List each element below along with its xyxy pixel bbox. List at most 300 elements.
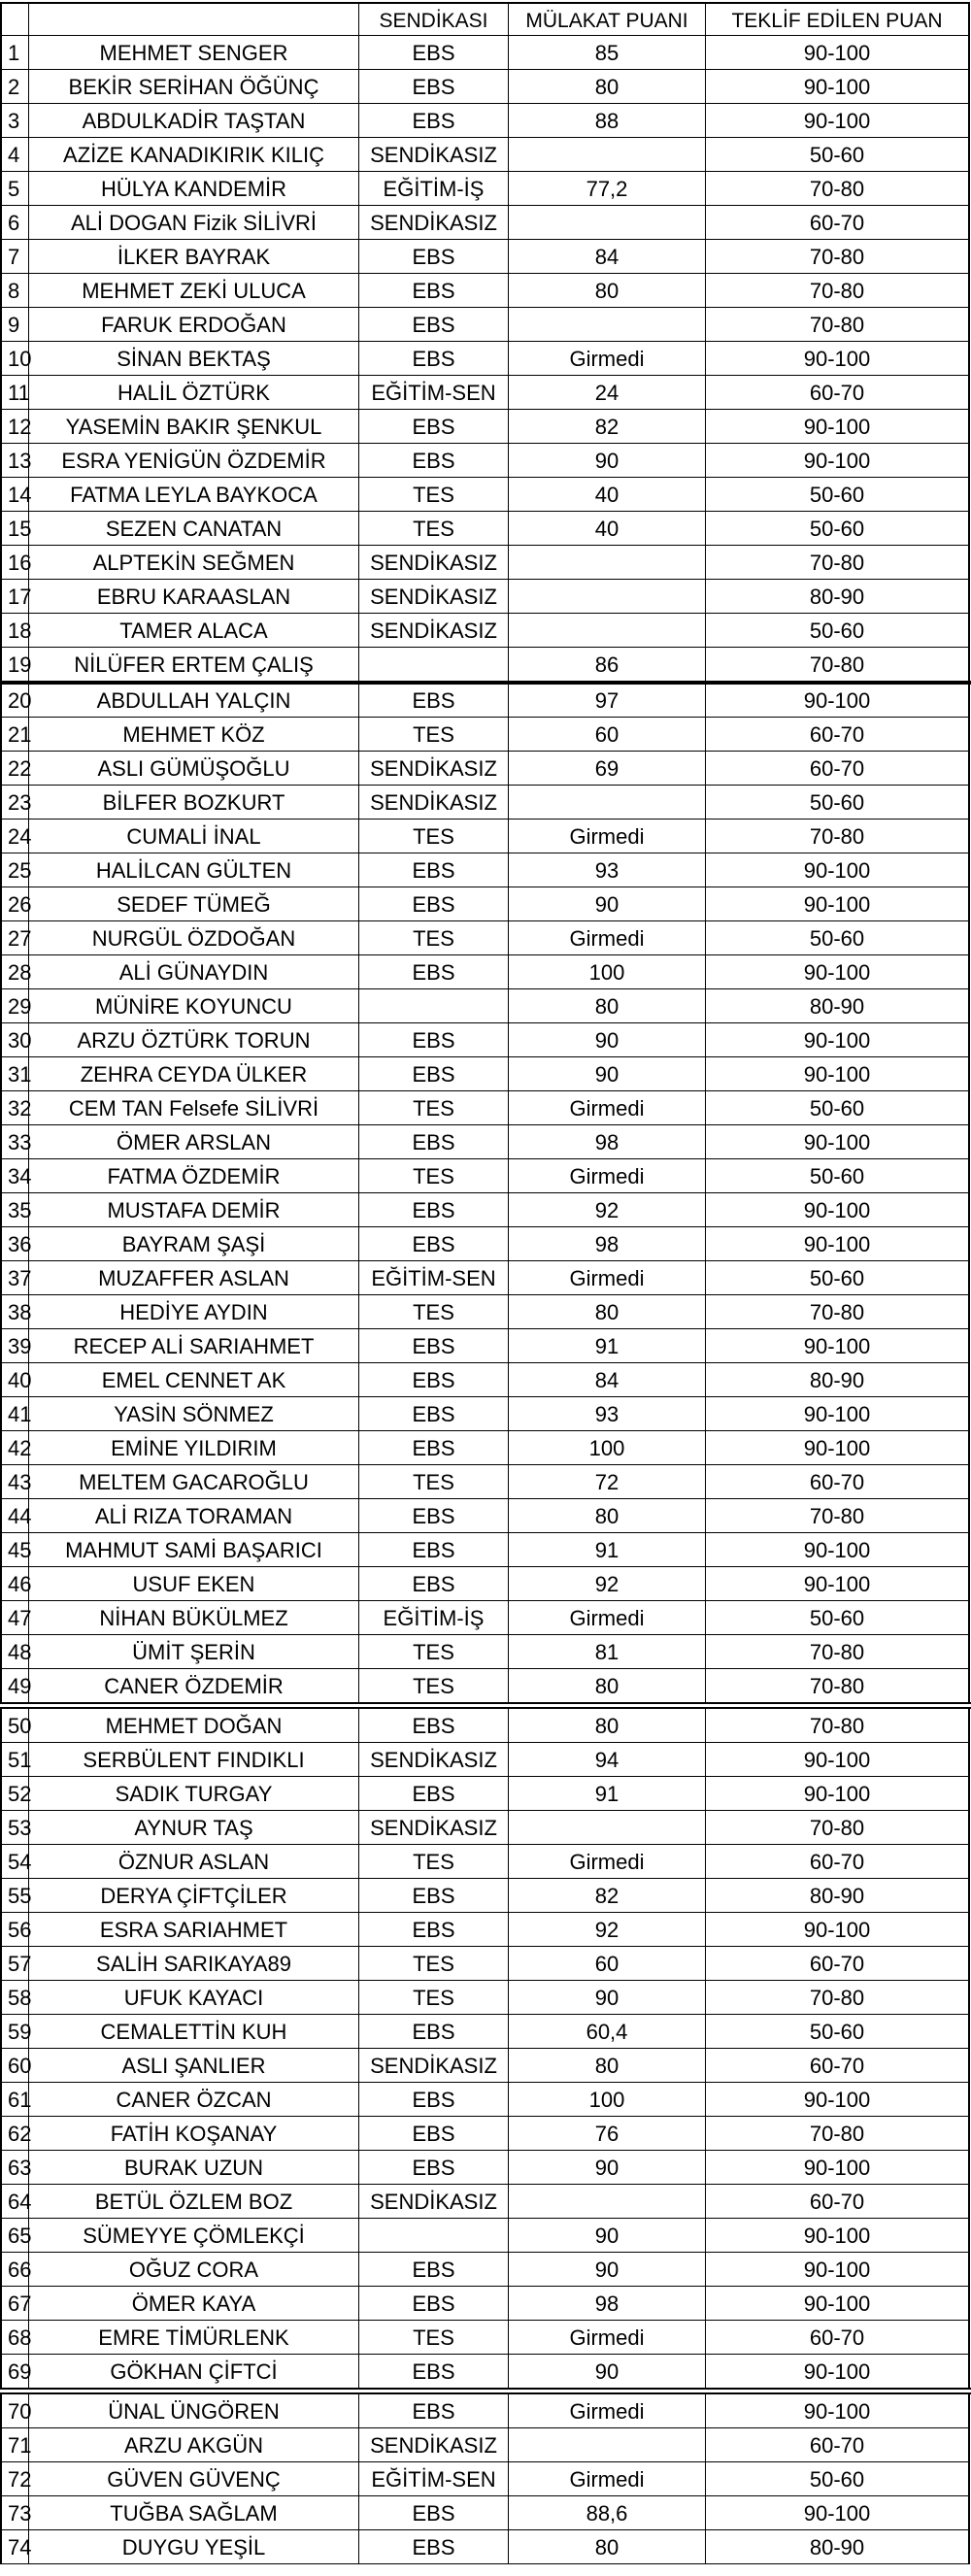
row-mulakat-puani: 81 — [509, 1635, 706, 1669]
table-row — [0, 546, 971, 580]
table-row — [0, 1329, 971, 1363]
row-sendika: TES — [359, 1295, 509, 1329]
row-number: 27 — [0, 921, 29, 955]
table-row — [0, 1227, 971, 1261]
row-mulakat-puani: 91 — [509, 1777, 706, 1811]
row-number: 57 — [0, 1947, 29, 1981]
row-number: 61 — [0, 2083, 29, 2117]
table-row — [0, 1913, 971, 1947]
row-number: 63 — [0, 2151, 29, 2185]
row-mulakat-puani — [509, 2185, 706, 2219]
row-name: ASLI ŞANLIER — [29, 2049, 359, 2083]
table-row — [0, 1295, 971, 1329]
table-row — [0, 2287, 971, 2321]
row-number: 1 — [0, 36, 29, 70]
row-teklif-puani: 90-100 — [706, 684, 970, 718]
row-sendika: EBS — [359, 1363, 509, 1397]
row-number: 69 — [0, 2355, 29, 2389]
row-number: 26 — [0, 887, 29, 921]
table-row — [0, 2049, 971, 2083]
row-number: 45 — [0, 1533, 29, 1567]
row-mulakat-puani — [509, 786, 706, 820]
row-teklif-puani: 90-100 — [706, 36, 970, 70]
row-name: MEHMET KÖZ — [29, 718, 359, 752]
row-name: ABDULLAH YALÇIN — [29, 684, 359, 718]
header-sendika: SENDİKASI — [359, 2, 509, 36]
header-row — [0, 2, 971, 36]
row-number: 54 — [0, 1845, 29, 1879]
row-mulakat-puani: Girmedi — [509, 1261, 706, 1295]
row-number: 58 — [0, 1981, 29, 2015]
row-name: BİLFER BOZKURT — [29, 786, 359, 820]
table-row — [0, 308, 971, 342]
row-teklif-puani: 90-100 — [706, 2355, 970, 2389]
row-number: 68 — [0, 2321, 29, 2355]
row-number: 51 — [0, 1743, 29, 1777]
table-row — [0, 274, 971, 308]
row-number: 66 — [0, 2253, 29, 2287]
table-row — [0, 989, 971, 1023]
table-row — [0, 512, 971, 546]
row-sendika: EBS — [359, 1567, 509, 1601]
row-number: 29 — [0, 989, 29, 1023]
row-number: 50 — [0, 1709, 29, 1743]
row-sendika: SENDİKASIZ — [359, 614, 509, 648]
row-number: 23 — [0, 786, 29, 820]
row-mulakat-puani: 90 — [509, 887, 706, 921]
row-name: MELTEM GACAROĞLU — [29, 1465, 359, 1499]
row-mulakat-puani — [509, 308, 706, 342]
row-name: RECEP ALİ SARIAHMET — [29, 1329, 359, 1363]
row-sendika: EBS — [359, 2253, 509, 2287]
row-sendika: SENDİKASIZ — [359, 2185, 509, 2219]
row-mulakat-puani: 40 — [509, 478, 706, 512]
row-sendika: EBS — [359, 1397, 509, 1431]
row-mulakat-puani — [509, 546, 706, 580]
table-row — [0, 1363, 971, 1397]
row-teklif-puani: 80-90 — [706, 2530, 970, 2564]
row-teklif-puani: 80-90 — [706, 989, 970, 1023]
row-name: MUSTAFA DEMİR — [29, 1193, 359, 1227]
header-name — [29, 2, 359, 36]
table-row — [0, 718, 971, 752]
row-mulakat-puani: 88,6 — [509, 2496, 706, 2530]
row-mulakat-puani: 85 — [509, 36, 706, 70]
table-row — [0, 1947, 971, 1981]
row-number: 11 — [0, 376, 29, 410]
table-row — [0, 70, 971, 104]
row-teklif-puani: 90-100 — [706, 1913, 970, 1947]
table-row — [0, 853, 971, 887]
row-mulakat-puani: 84 — [509, 1363, 706, 1397]
table-row — [0, 36, 971, 70]
table-row — [0, 786, 971, 820]
row-mulakat-puani: 98 — [509, 1125, 706, 1159]
table-row — [0, 1981, 971, 2015]
row-number: 48 — [0, 1635, 29, 1669]
row-sendika: EBS — [359, 1227, 509, 1261]
row-mulakat-puani — [509, 206, 706, 240]
table-row — [0, 2394, 971, 2428]
row-teklif-puani: 60-70 — [706, 2049, 970, 2083]
table-row — [0, 955, 971, 989]
table-row — [0, 1845, 971, 1879]
row-number: 19 — [0, 648, 29, 682]
row-name: DUYGU YEŞİL — [29, 2530, 359, 2564]
row-number: 71 — [0, 2428, 29, 2462]
row-teklif-puani: 70-80 — [706, 820, 970, 853]
row-name: DERYA ÇİFTÇİLER — [29, 1879, 359, 1913]
row-number: 49 — [0, 1669, 29, 1703]
row-mulakat-puani: Girmedi — [509, 2321, 706, 2355]
row-mulakat-puani: 90 — [509, 2355, 706, 2389]
row-teklif-puani: 90-100 — [706, 2151, 970, 2185]
row-mulakat-puani: 77,2 — [509, 172, 706, 206]
row-teklif-puani: 50-60 — [706, 1159, 970, 1193]
row-teklif-puani: 60-70 — [706, 2185, 970, 2219]
row-sendika: EBS — [359, 2117, 509, 2151]
row-teklif-puani: 90-100 — [706, 410, 970, 444]
table-row — [0, 684, 971, 718]
row-teklif-puani: 90-100 — [706, 887, 970, 921]
row-name: İLKER BAYRAK — [29, 240, 359, 274]
table-row — [0, 478, 971, 512]
row-number: 47 — [0, 1601, 29, 1635]
row-name: ÖMER ARSLAN — [29, 1125, 359, 1159]
row-number: 70 — [0, 2394, 29, 2428]
row-sendika: TES — [359, 478, 509, 512]
row-teklif-puani: 90-100 — [706, 1193, 970, 1227]
table-row — [0, 1499, 971, 1533]
row-number: 41 — [0, 1397, 29, 1431]
row-teklif-puani: 50-60 — [706, 1261, 970, 1295]
row-teklif-puani: 90-100 — [706, 1125, 970, 1159]
row-sendika: SENDİKASIZ — [359, 1743, 509, 1777]
table-row — [0, 1669, 971, 1703]
table-row — [0, 1635, 971, 1669]
row-name: CANER ÖZDEMİR — [29, 1669, 359, 1703]
row-name: TAMER ALACA — [29, 614, 359, 648]
row-mulakat-puani: 98 — [509, 2287, 706, 2321]
row-mulakat-puani: 97 — [509, 684, 706, 718]
row-teklif-puani: 90-100 — [706, 2083, 970, 2117]
row-name: CANER ÖZCAN — [29, 2083, 359, 2117]
row-name: SALİH SARIKAYA89 — [29, 1947, 359, 1981]
row-sendika: TES — [359, 1635, 509, 1669]
table-row — [0, 1777, 971, 1811]
row-sendika: EBS — [359, 853, 509, 887]
row-teklif-puani: 60-70 — [706, 1947, 970, 1981]
row-name: ÜNAL ÜNGÖREN — [29, 2394, 359, 2428]
table-row — [0, 1709, 971, 1743]
table-row — [0, 2083, 971, 2117]
row-mulakat-puani: Girmedi — [509, 921, 706, 955]
table-row — [0, 648, 971, 682]
row-number: 52 — [0, 1777, 29, 1811]
row-number: 33 — [0, 1125, 29, 1159]
table-row — [0, 614, 971, 648]
table-row — [0, 444, 971, 478]
row-number: 28 — [0, 955, 29, 989]
row-name: FATMA ÖZDEMİR — [29, 1159, 359, 1193]
row-mulakat-puani: 82 — [509, 1879, 706, 1913]
row-sendika — [359, 648, 509, 682]
table-row — [0, 1261, 971, 1295]
group-separator — [0, 1702, 971, 1709]
row-name: TUĞBA SAĞLAM — [29, 2496, 359, 2530]
row-mulakat-puani: 69 — [509, 752, 706, 786]
row-name: YASEMİN BAKIR ŞENKUL — [29, 410, 359, 444]
row-mulakat-puani: 90 — [509, 1023, 706, 1057]
row-sendika — [359, 989, 509, 1023]
row-mulakat-puani: Girmedi — [509, 342, 706, 376]
table-row — [0, 206, 971, 240]
row-teklif-puani: 50-60 — [706, 614, 970, 648]
table-row — [0, 2355, 971, 2389]
row-number: 13 — [0, 444, 29, 478]
row-mulakat-puani: 60 — [509, 1947, 706, 1981]
row-sendika: EBS — [359, 1125, 509, 1159]
row-number: 39 — [0, 1329, 29, 1363]
row-name: BAYRAM ŞAŞİ — [29, 1227, 359, 1261]
row-teklif-puani: 90-100 — [706, 70, 970, 104]
row-mulakat-puani: 90 — [509, 2219, 706, 2253]
row-sendika: TES — [359, 1465, 509, 1499]
row-number: 37 — [0, 1261, 29, 1295]
row-mulakat-puani: 92 — [509, 1913, 706, 1947]
row-sendika: SENDİKASIZ — [359, 580, 509, 614]
row-mulakat-puani: 91 — [509, 1533, 706, 1567]
row-number: 2 — [0, 70, 29, 104]
row-number: 7 — [0, 240, 29, 274]
row-sendika: EBS — [359, 2496, 509, 2530]
table-row — [0, 1193, 971, 1227]
row-mulakat-puani: 80 — [509, 1669, 706, 1703]
row-name: HEDİYE AYDIN — [29, 1295, 359, 1329]
row-number: 31 — [0, 1057, 29, 1091]
row-name: SİNAN BEKTAŞ — [29, 342, 359, 376]
row-teklif-puani: 70-80 — [706, 546, 970, 580]
row-number: 65 — [0, 2219, 29, 2253]
row-number: 17 — [0, 580, 29, 614]
row-name: ÖMER KAYA — [29, 2287, 359, 2321]
row-number: 5 — [0, 172, 29, 206]
row-name: ALİ DOGAN Fizik SİLİVRİ — [29, 206, 359, 240]
row-teklif-puani: 60-70 — [706, 718, 970, 752]
row-number: 25 — [0, 853, 29, 887]
table-row — [0, 2219, 971, 2253]
row-number: 55 — [0, 1879, 29, 1913]
row-number: 9 — [0, 308, 29, 342]
row-mulakat-puani: 90 — [509, 1981, 706, 2015]
row-name: AZİZE KANADIKIRIK KILIÇ — [29, 138, 359, 172]
table-row — [0, 104, 971, 138]
row-number: 6 — [0, 206, 29, 240]
row-sendika: TES — [359, 1159, 509, 1193]
row-mulakat-puani: 80 — [509, 274, 706, 308]
row-name: BETÜL ÖZLEM BOZ — [29, 2185, 359, 2219]
row-sendika — [359, 2219, 509, 2253]
row-name: NİHAN BÜKÜLMEZ — [29, 1601, 359, 1635]
row-teklif-puani: 90-100 — [706, 1533, 970, 1567]
row-name: MÜNİRE KOYUNCU — [29, 989, 359, 1023]
header-mulakat: MÜLAKAT PUANI — [509, 2, 706, 36]
row-sendika: EBS — [359, 1913, 509, 1947]
row-mulakat-puani: 80 — [509, 1295, 706, 1329]
row-mulakat-puani: Girmedi — [509, 1845, 706, 1879]
row-name: FARUK ERDOĞAN — [29, 308, 359, 342]
header-no — [0, 2, 29, 36]
row-name: ALİ RIZA TORAMAN — [29, 1499, 359, 1533]
row-name: MEHMET SENGER — [29, 36, 359, 70]
row-teklif-puani: 50-60 — [706, 2015, 970, 2049]
row-sendika: EBS — [359, 2394, 509, 2428]
row-name: MUZAFFER ASLAN — [29, 1261, 359, 1295]
row-sendika: EĞİTİM-İŞ — [359, 1601, 509, 1635]
row-mulakat-puani: 60 — [509, 718, 706, 752]
row-number: 67 — [0, 2287, 29, 2321]
table-row — [0, 1743, 971, 1777]
table-row — [0, 1567, 971, 1601]
row-number: 36 — [0, 1227, 29, 1261]
row-number: 53 — [0, 1811, 29, 1845]
row-sendika: SENDİKASIZ — [359, 138, 509, 172]
row-mulakat-puani: 90 — [509, 2151, 706, 2185]
row-number: 59 — [0, 2015, 29, 2049]
row-number: 14 — [0, 478, 29, 512]
row-teklif-puani: 90-100 — [706, 2253, 970, 2287]
row-sendika: TES — [359, 820, 509, 853]
row-sendika: EBS — [359, 1499, 509, 1533]
row-number: 72 — [0, 2462, 29, 2496]
row-name: ESRA YENİGÜN ÖZDEMİR — [29, 444, 359, 478]
row-number: 40 — [0, 1363, 29, 1397]
row-sendika: EBS — [359, 2151, 509, 2185]
row-sendika: SENDİKASIZ — [359, 2049, 509, 2083]
row-number: 15 — [0, 512, 29, 546]
row-mulakat-puani: 90 — [509, 444, 706, 478]
row-name: EMEL CENNET AK — [29, 1363, 359, 1397]
row-number: 73 — [0, 2496, 29, 2530]
row-mulakat-puani: Girmedi — [509, 1601, 706, 1635]
row-teklif-puani: 90-100 — [706, 104, 970, 138]
row-number: 8 — [0, 274, 29, 308]
row-mulakat-puani: 86 — [509, 648, 706, 682]
row-sendika: EBS — [359, 2530, 509, 2564]
row-teklif-puani: 90-100 — [706, 1431, 970, 1465]
row-teklif-puani: 70-80 — [706, 240, 970, 274]
row-sendika: EBS — [359, 1023, 509, 1057]
row-sendika: EBS — [359, 104, 509, 138]
row-teklif-puani: 90-100 — [706, 1023, 970, 1057]
row-sendika: EBS — [359, 240, 509, 274]
row-number: 30 — [0, 1023, 29, 1057]
row-sendika: TES — [359, 1947, 509, 1981]
row-mulakat-puani: 80 — [509, 2530, 706, 2564]
table-row — [0, 1811, 971, 1845]
table-row — [0, 2496, 971, 2530]
row-sendika: EBS — [359, 2083, 509, 2117]
row-sendika: TES — [359, 1981, 509, 2015]
row-sendika: EBS — [359, 1329, 509, 1363]
row-mulakat-puani: Girmedi — [509, 2462, 706, 2496]
row-sendika: EBS — [359, 955, 509, 989]
row-mulakat-puani: 93 — [509, 853, 706, 887]
table-row — [0, 2117, 971, 2151]
row-mulakat-puani — [509, 2428, 706, 2462]
row-mulakat-puani: 93 — [509, 1397, 706, 1431]
row-number: 34 — [0, 1159, 29, 1193]
row-number: 20 — [0, 684, 29, 718]
row-name: CEMALETTİN KUH — [29, 2015, 359, 2049]
row-name: ESRA SARIAHMET — [29, 1913, 359, 1947]
row-sendika: EBS — [359, 1431, 509, 1465]
table-row — [0, 1397, 971, 1431]
row-teklif-puani: 90-100 — [706, 342, 970, 376]
row-teklif-puani: 80-90 — [706, 1879, 970, 1913]
row-sendika: EBS — [359, 1193, 509, 1227]
row-mulakat-puani: 88 — [509, 104, 706, 138]
row-sendika: EBS — [359, 274, 509, 308]
row-name: AYNUR TAŞ — [29, 1811, 359, 1845]
row-name: NURGÜL ÖZDOĞAN — [29, 921, 359, 955]
row-teklif-puani: 50-60 — [706, 1601, 970, 1635]
row-number: 10 — [0, 342, 29, 376]
row-mulakat-puani: 91 — [509, 1329, 706, 1363]
row-teklif-puani: 50-60 — [706, 786, 970, 820]
row-teklif-puani: 60-70 — [706, 1845, 970, 1879]
row-mulakat-puani: 60,4 — [509, 2015, 706, 2049]
table-row — [0, 376, 971, 410]
group-separator — [0, 2388, 971, 2394]
row-number: 35 — [0, 1193, 29, 1227]
row-number: 43 — [0, 1465, 29, 1499]
row-teklif-puani: 90-100 — [706, 2394, 970, 2428]
row-sendika: TES — [359, 512, 509, 546]
row-sendika: EBS — [359, 2015, 509, 2049]
row-name: CUMALİ İNAL — [29, 820, 359, 853]
row-name: GÜVEN GÜVENÇ — [29, 2462, 359, 2496]
row-sendika: SENDİKASIZ — [359, 786, 509, 820]
row-name: ÜMİT ŞERİN — [29, 1635, 359, 1669]
row-teklif-puani: 70-80 — [706, 1709, 970, 1743]
row-name: CEM TAN Felsefe SİLİVRİ — [29, 1091, 359, 1125]
row-sendika: TES — [359, 2321, 509, 2355]
row-name: YASİN SÖNMEZ — [29, 1397, 359, 1431]
row-name: FATİH KOŞANAY — [29, 2117, 359, 2151]
row-sendika: TES — [359, 1091, 509, 1125]
row-name: HALİL ÖZTÜRK — [29, 376, 359, 410]
row-mulakat-puani: 80 — [509, 989, 706, 1023]
row-teklif-puani: 70-80 — [706, 1499, 970, 1533]
row-teklif-puani: 50-60 — [706, 138, 970, 172]
table-row — [0, 1879, 971, 1913]
row-teklif-puani: 90-100 — [706, 853, 970, 887]
row-sendika: EBS — [359, 1777, 509, 1811]
row-teklif-puani: 60-70 — [706, 2428, 970, 2462]
row-teklif-puani: 60-70 — [706, 206, 970, 240]
row-name: SEZEN CANATAN — [29, 512, 359, 546]
row-name: HALİLCAN GÜLTEN — [29, 853, 359, 887]
table-row — [0, 1125, 971, 1159]
row-sendika: EĞİTİM-İŞ — [359, 172, 509, 206]
row-name: BURAK UZUN — [29, 2151, 359, 2185]
row-teklif-puani: 90-100 — [706, 955, 970, 989]
row-mulakat-puani — [509, 614, 706, 648]
row-teklif-puani: 60-70 — [706, 376, 970, 410]
row-mulakat-puani: 84 — [509, 240, 706, 274]
row-teklif-puani: 90-100 — [706, 1743, 970, 1777]
